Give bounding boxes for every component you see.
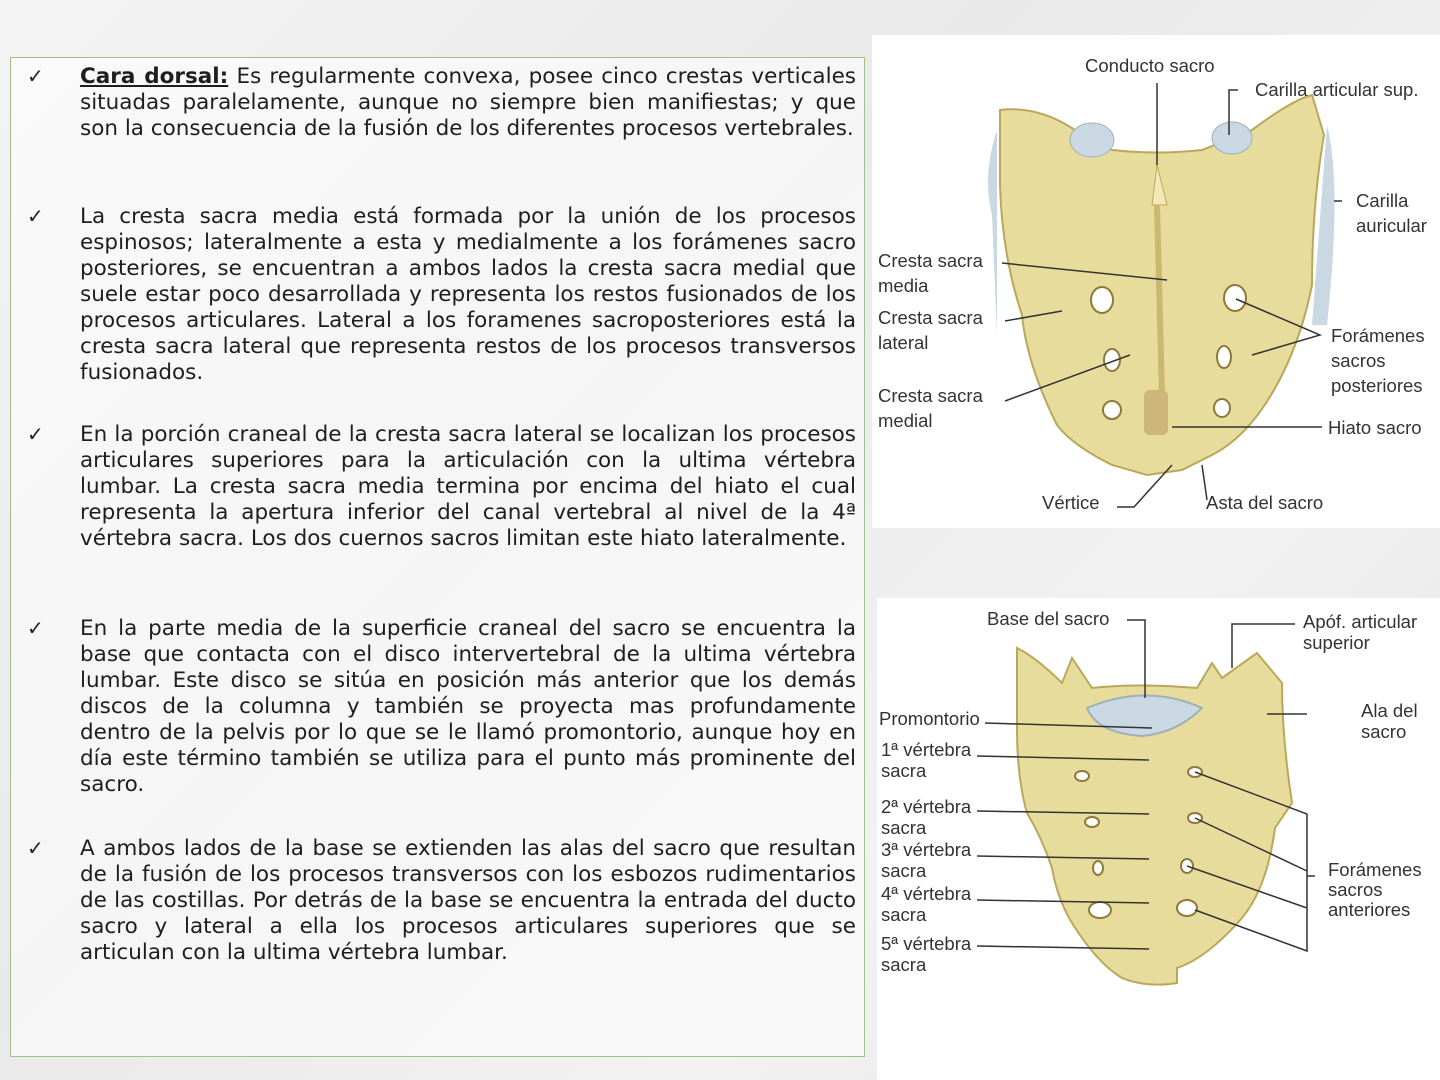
label-carilla-auricular: Carilla auricular [1356, 190, 1427, 236]
label-vertebra-3: 3ª vértebra sacra [881, 839, 972, 881]
label-cresta-sacra-media: Cresta sacra media [878, 250, 983, 296]
label-vertebra-4: 4ª vértebra sacra [881, 883, 972, 925]
label-foramenes-sacros-posteriores: Forámenes sacros posteriores [1331, 325, 1425, 396]
check-icon: ✓ [27, 64, 44, 88]
label-base-del-sacro: Base del sacro [987, 608, 1110, 629]
check-icon: ✓ [27, 836, 44, 860]
label-conducto-sacro: Conducto sacro [1085, 55, 1215, 76]
sacrum-anterior-figure [877, 598, 1440, 1080]
sacrum-posterior-figure [872, 35, 1440, 528]
label-vertebra-5: 5ª vértebra sacra [881, 933, 972, 975]
check-icon: ✓ [27, 422, 44, 446]
label-promontorio: Promontorio [879, 708, 980, 729]
label-asta-del-sacro: Asta del sacro [1206, 492, 1324, 513]
label-carilla-articular-sup: Carilla articular sup. [1255, 79, 1419, 100]
label-vertice: Vértice [1042, 492, 1100, 513]
text-panel: ✓ Cara dorsal: Es regularmente convexa, posee cinco crestas verticales situadas paralelamente, aunque no siempre bien manifiestas; y que son la consecuencia de la fusión de los diferentes procesos vertebrales. ✓ La cresta sacra media está formada por la unión de los procesos espinosos; lateralmente a esta y medialmente a los forámenes sacro posteriores, se encuentran a ambos lados la cresta sacra medial que suele estar poco desarrollada y representa los restos fusionados de los procesos articulares. Lateral a los foramenes sacroposteriores está la cresta sacra lateral que representa restos de los procesos transversos fusionados. ✓ En la porción craneal de la cresta sacra lateral se localizan los procesos articulares superiores para la articulación con la ultima vértebra lumbar. La cresta sacra media termina por encima del hiato el cual representa la apertura inferior del canal vertebral al nivel de la 4ª vértebra sacra. Los dos cuernos sacros limitan este hiato lateralmente. ✓ En la parte media de la superficie craneal del sacro se encuentra la base que contacta con el disco intervertebral de la ultima vértebra lumbar. Este disco se sitúa en posición más anterior que los demás discos de la columna y también se proyecta mas profundamente dentro de la pelvis por lo que se le llamó promontorio, aunque hoy en día este término también se utiliza para el punto más prominente del sacro. ✓ A ambos lados de la base se extienden las alas del sacro que resultan de la fusión de los procesos transversos con los esbozos rudimentarios de las costillas. Por detrás de la base se encuentra la entrada del ducto sacro y lateral a ella los procesos articulares superiores que se articulan con la ultima vértebra lumbar. [10, 57, 865, 1057]
label-cresta-sacra-medial: Cresta sacra medial [878, 385, 983, 431]
bullet-heading: Cara dorsal: [80, 64, 229, 89]
check-icon: ✓ [27, 616, 44, 640]
label-ala-del-sacro: Ala del sacro [1361, 700, 1418, 742]
label-cresta-sacra-lateral: Cresta sacra lateral [878, 307, 983, 353]
label-vertebra-2: 2ª vértebra sacra [881, 796, 972, 838]
check-icon: ✓ [27, 204, 44, 228]
label-foramenes-sacros-anteriores: Forámenes sacros anteriores [1328, 859, 1422, 920]
label-hiato-sacro: Hiato sacro [1328, 417, 1422, 438]
label-vertebra-1: 1ª vértebra sacra [881, 739, 972, 781]
label-apof-articular-superior: Apóf. articular superior [1303, 611, 1418, 653]
